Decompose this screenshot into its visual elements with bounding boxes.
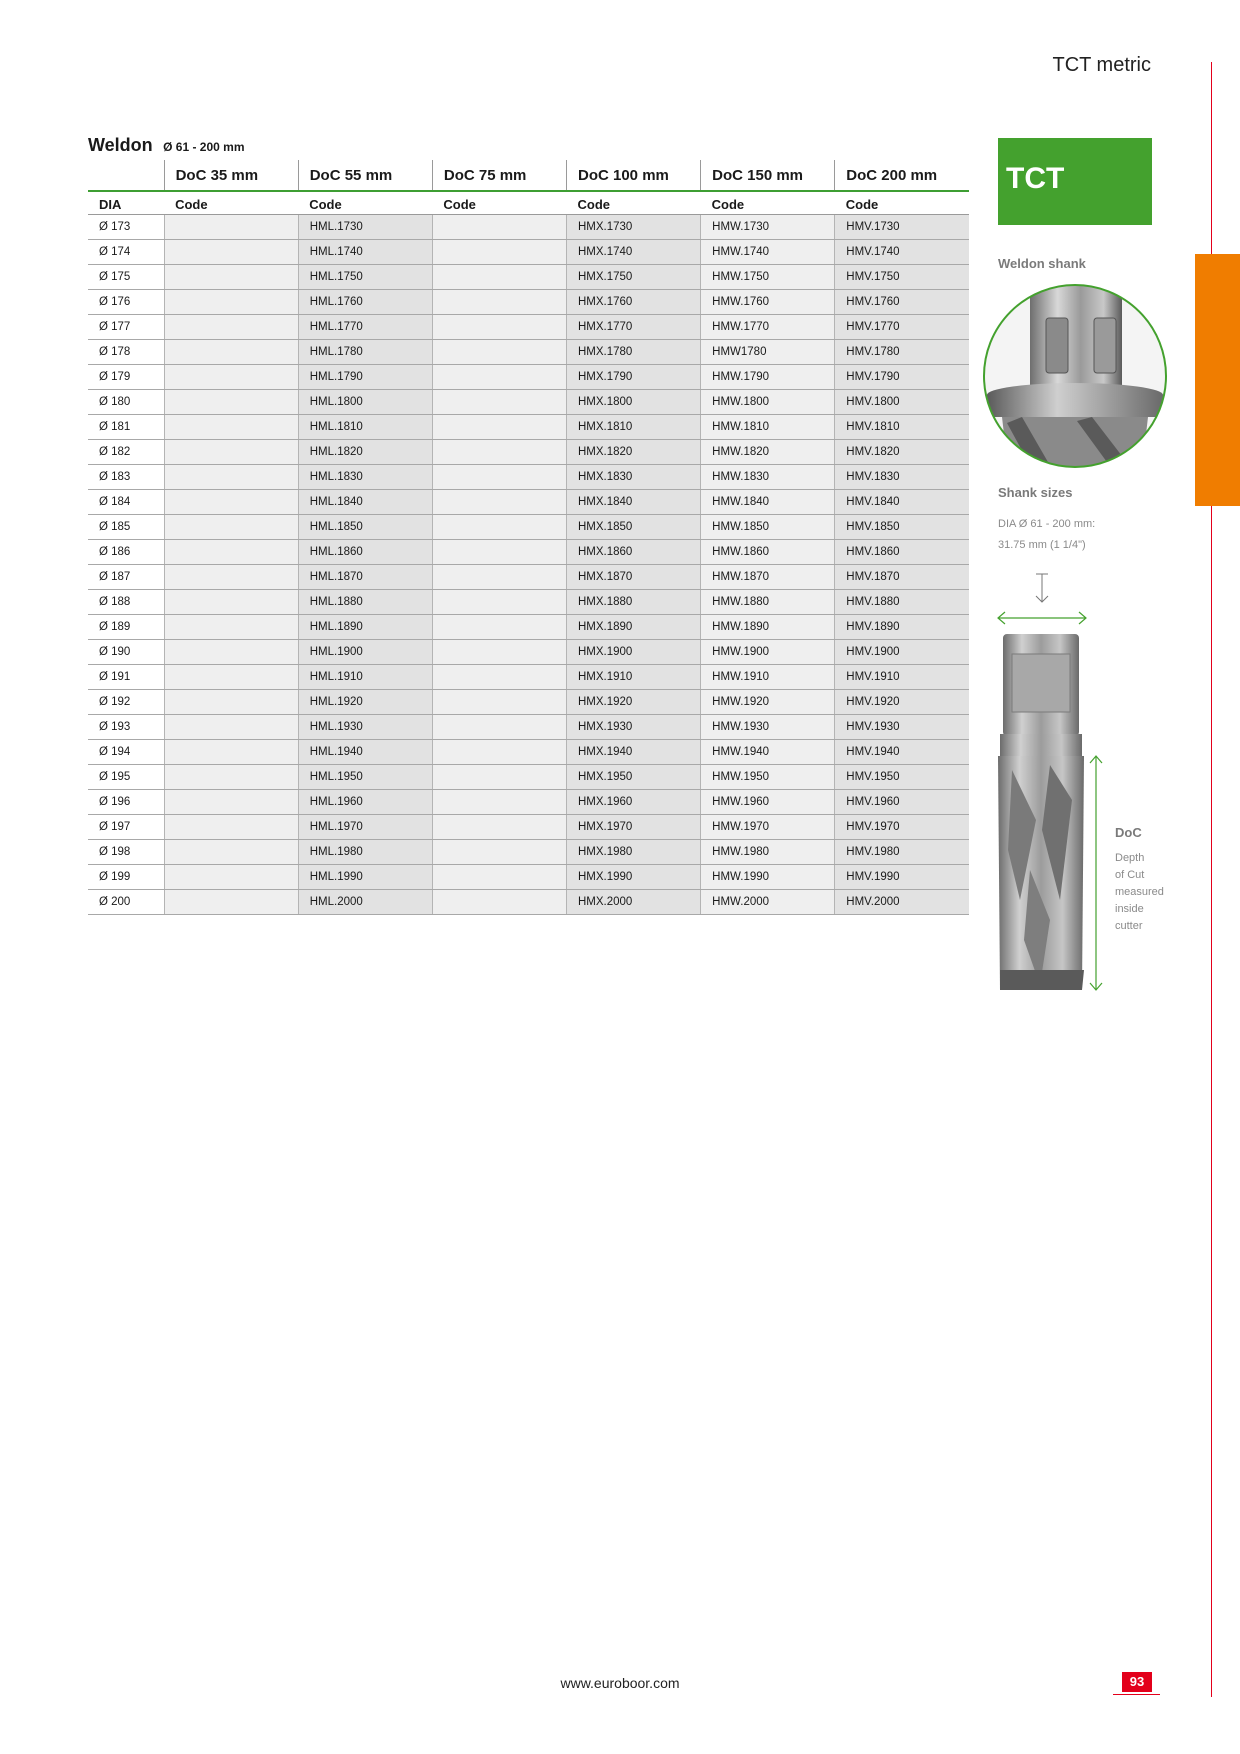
code-cell: HML.1980 xyxy=(298,840,432,865)
code-cell: HML.1890 xyxy=(298,615,432,640)
code-cell: HMW.1730 xyxy=(701,215,835,240)
code-cell: HML.1810 xyxy=(298,415,432,440)
code-cell: HMV.1790 xyxy=(835,365,969,390)
dia-cell: Ø 173 xyxy=(88,215,164,240)
code-cell xyxy=(164,690,298,715)
code-cell xyxy=(164,790,298,815)
code-cell xyxy=(432,490,566,515)
code-cell: HMV.1750 xyxy=(835,265,969,290)
code-cell: HMW.1860 xyxy=(701,540,835,565)
code-cell: HMW.1950 xyxy=(701,765,835,790)
code-cell xyxy=(432,615,566,640)
section-title-main: Weldon xyxy=(88,135,153,155)
code-cell: HMV.1950 xyxy=(835,765,969,790)
table-row xyxy=(88,715,969,740)
dia-cell: Ø 195 xyxy=(88,765,164,790)
doc-description xyxy=(1115,850,1164,935)
code-cell xyxy=(432,865,566,890)
code-cell xyxy=(432,390,566,415)
depth-arrow-icon xyxy=(1090,756,1102,990)
code-cell: HMV.1940 xyxy=(835,740,969,765)
code-cell: HMV.1980 xyxy=(835,840,969,865)
code-cell: HMX.1930 xyxy=(567,715,701,740)
tct-badge-label: TCT xyxy=(1006,162,1065,195)
code-cell: HMX.1820 xyxy=(567,440,701,465)
code-cell: HMW.1880 xyxy=(701,590,835,615)
code-cell xyxy=(164,640,298,665)
dia-cell: Ø 178 xyxy=(88,340,164,365)
code-cell xyxy=(164,265,298,290)
code-cell: HML.1950 xyxy=(298,765,432,790)
code-cell xyxy=(432,590,566,615)
code-cell xyxy=(164,565,298,590)
code-cell: HMX.1790 xyxy=(567,365,701,390)
shank-sizes-line-2: 31.75 mm (1 1/4") xyxy=(998,539,1086,551)
width-arrow-icon xyxy=(998,612,1086,624)
table-row xyxy=(88,865,969,890)
code-cell: HMV.2000 xyxy=(835,890,969,915)
chapter-tab xyxy=(1195,254,1240,506)
code-cell: HMX.1920 xyxy=(567,690,701,715)
code-cell: HML.1830 xyxy=(298,465,432,490)
code-cell: HML.1730 xyxy=(298,215,432,240)
code-cell: HMW.1910 xyxy=(701,665,835,690)
code-cell: HML.1990 xyxy=(298,865,432,890)
code-cell: HMV.1990 xyxy=(835,865,969,890)
dia-cell: Ø 181 xyxy=(88,415,164,440)
code-cell: HMW.1810 xyxy=(701,415,835,440)
code-cell: HMX.1870 xyxy=(567,565,701,590)
code-cell xyxy=(164,515,298,540)
code-cell: HMX.1980 xyxy=(567,840,701,865)
code-cell xyxy=(432,640,566,665)
shank-sizes-line-1: DIA Ø 61 - 200 mm: xyxy=(998,518,1096,530)
dia-cell: Ø 184 xyxy=(88,490,164,515)
code-cell: HMW.1750 xyxy=(701,265,835,290)
code-cell: HML.1970 xyxy=(298,815,432,840)
code-cell: HMW.1790 xyxy=(701,365,835,390)
code-cell: HMW.1770 xyxy=(701,315,835,340)
code-cell xyxy=(164,215,298,240)
code-cell xyxy=(432,665,566,690)
section-title xyxy=(88,135,245,156)
code-cell xyxy=(164,490,298,515)
dia-cell: Ø 175 xyxy=(88,265,164,290)
table-body xyxy=(88,215,969,915)
table-row xyxy=(88,340,969,365)
code-cell: HMW.1970 xyxy=(701,815,835,840)
code-cell: HMW.1740 xyxy=(701,240,835,265)
code-cell: HMW.1850 xyxy=(701,515,835,540)
code-cell: HMV.1810 xyxy=(835,415,969,440)
code-cell: HMX.1890 xyxy=(567,615,701,640)
code-cell: HMX.1770 xyxy=(567,315,701,340)
code-cell: HMV.1970 xyxy=(835,815,969,840)
code-cell: HMX.1780 xyxy=(567,340,701,365)
code-cell: HML.2000 xyxy=(298,890,432,915)
code-header: Code xyxy=(835,191,969,215)
dia-cell: Ø 176 xyxy=(88,290,164,315)
code-cell xyxy=(432,290,566,315)
page-number: 93 xyxy=(1122,1672,1152,1692)
code-cell: HMX.1750 xyxy=(567,265,701,290)
doc-label: DoC xyxy=(1115,825,1142,840)
code-cell: HMW.1840 xyxy=(701,490,835,515)
dia-cell: Ø 191 xyxy=(88,665,164,690)
table-row xyxy=(88,890,969,915)
code-cell: HMW.1890 xyxy=(701,615,835,640)
table-row xyxy=(88,515,969,540)
code-cell: HML.1780 xyxy=(298,340,432,365)
code-cell xyxy=(432,715,566,740)
code-cell: HMW.1800 xyxy=(701,390,835,415)
code-cell: HMX.1760 xyxy=(567,290,701,315)
table-row xyxy=(88,540,969,565)
shank-sizes-label: Shank sizes xyxy=(998,485,1073,500)
code-cell: HMV.1910 xyxy=(835,665,969,690)
footer-url: www.euroboor.com xyxy=(560,1675,680,1691)
table-row xyxy=(88,590,969,615)
down-arrow-icon xyxy=(1036,574,1048,602)
code-cell: HMW.1920 xyxy=(701,690,835,715)
code-cell xyxy=(164,340,298,365)
dia-cell: Ø 187 xyxy=(88,565,164,590)
code-cell xyxy=(432,365,566,390)
code-cell: HMW.1760 xyxy=(701,290,835,315)
code-cell xyxy=(164,315,298,340)
code-cell xyxy=(432,440,566,465)
code-cell: HMW.1830 xyxy=(701,465,835,490)
code-cell: HMW.1980 xyxy=(701,840,835,865)
page-number-rule xyxy=(1113,1694,1160,1695)
code-header-row xyxy=(88,191,969,215)
table-row xyxy=(88,365,969,390)
code-cell: HML.1860 xyxy=(298,540,432,565)
code-cell: HML.1820 xyxy=(298,440,432,465)
table-row xyxy=(88,240,969,265)
code-cell xyxy=(164,865,298,890)
code-cell xyxy=(164,365,298,390)
code-cell: HMX.1960 xyxy=(567,790,701,815)
code-cell: HMV.1730 xyxy=(835,215,969,240)
dia-cell: Ø 196 xyxy=(88,790,164,815)
code-cell: HMX.1900 xyxy=(567,640,701,665)
dia-cell: Ø 186 xyxy=(88,540,164,565)
code-cell xyxy=(432,415,566,440)
code-header: Code xyxy=(432,191,566,215)
code-cell xyxy=(164,440,298,465)
code-cell xyxy=(164,415,298,440)
annular-cutter-photo-icon xyxy=(990,570,1190,1000)
doc-desc-line: inside xyxy=(1115,903,1144,915)
code-cell: HMW.1960 xyxy=(701,790,835,815)
code-cell: HML.1790 xyxy=(298,365,432,390)
doc-header: DoC 75 mm xyxy=(432,160,566,191)
code-cell: HML.1800 xyxy=(298,390,432,415)
code-cell: HMV.1860 xyxy=(835,540,969,565)
code-cell: HMV.1920 xyxy=(835,690,969,715)
code-cell xyxy=(432,215,566,240)
table-row xyxy=(88,415,969,440)
dia-cell: Ø 179 xyxy=(88,365,164,390)
code-cell: HML.1960 xyxy=(298,790,432,815)
dia-cell: Ø 192 xyxy=(88,690,164,715)
code-cell: HMV.1780 xyxy=(835,340,969,365)
code-cell: HMX.1950 xyxy=(567,765,701,790)
code-cell: HMV.1930 xyxy=(835,715,969,740)
code-cell: HMV.1850 xyxy=(835,515,969,540)
dia-cell: Ø 199 xyxy=(88,865,164,890)
dia-cell: Ø 180 xyxy=(88,390,164,415)
code-cell xyxy=(432,240,566,265)
code-cell xyxy=(164,540,298,565)
table-row xyxy=(88,615,969,640)
code-cell xyxy=(432,765,566,790)
code-cell xyxy=(164,240,298,265)
code-cell: HMV.1900 xyxy=(835,640,969,665)
code-cell xyxy=(164,590,298,615)
code-cell: HMV.1840 xyxy=(835,490,969,515)
code-cell: HMV.1740 xyxy=(835,240,969,265)
code-cell: HML.1920 xyxy=(298,690,432,715)
code-cell: HMX.1840 xyxy=(567,490,701,515)
dia-cell: Ø 197 xyxy=(88,815,164,840)
doc-desc-line: measured xyxy=(1115,886,1164,898)
code-cell: HML.1910 xyxy=(298,665,432,690)
code-cell xyxy=(432,815,566,840)
table-row xyxy=(88,490,969,515)
dia-cell: Ø 190 xyxy=(88,640,164,665)
code-cell xyxy=(164,740,298,765)
code-cell: HML.1940 xyxy=(298,740,432,765)
dia-cell: Ø 189 xyxy=(88,615,164,640)
code-cell xyxy=(164,665,298,690)
dia-cell: Ø 193 xyxy=(88,715,164,740)
code-cell xyxy=(164,390,298,415)
doc-header: DoC 150 mm xyxy=(701,160,835,191)
code-header: Code xyxy=(298,191,432,215)
code-header: Code xyxy=(701,191,835,215)
code-cell: HMW1780 xyxy=(701,340,835,365)
tct-badge xyxy=(998,138,1152,225)
code-cell xyxy=(164,815,298,840)
code-cell: HMW.1930 xyxy=(701,715,835,740)
table-row xyxy=(88,740,969,765)
code-cell: HMW.1820 xyxy=(701,440,835,465)
code-cell: HMV.1890 xyxy=(835,615,969,640)
table-row xyxy=(88,665,969,690)
code-cell xyxy=(432,565,566,590)
code-cell: HMX.2000 xyxy=(567,890,701,915)
table-row xyxy=(88,640,969,665)
code-cell xyxy=(432,340,566,365)
code-cell xyxy=(164,890,298,915)
dia-cell: Ø 198 xyxy=(88,840,164,865)
code-cell: HMW.1990 xyxy=(701,865,835,890)
code-cell: HML.1850 xyxy=(298,515,432,540)
code-cell xyxy=(164,765,298,790)
code-cell: HMX.1830 xyxy=(567,465,701,490)
code-cell xyxy=(432,790,566,815)
code-cell xyxy=(164,840,298,865)
code-cell: HMV.1960 xyxy=(835,790,969,815)
doc-desc-line: Depth xyxy=(1115,852,1145,864)
code-cell: HMW.1900 xyxy=(701,640,835,665)
dia-cell: Ø 182 xyxy=(88,440,164,465)
code-cell: HML.1760 xyxy=(298,290,432,315)
table-row xyxy=(88,690,969,715)
dia-cell: Ø 188 xyxy=(88,590,164,615)
code-cell: HMX.1940 xyxy=(567,740,701,765)
doc-header: DoC 100 mm xyxy=(567,160,701,191)
dia-header: DIA xyxy=(88,191,164,215)
table-row xyxy=(88,565,969,590)
table-row xyxy=(88,790,969,815)
code-cell: HMX.1860 xyxy=(567,540,701,565)
code-cell xyxy=(432,690,566,715)
code-cell xyxy=(164,715,298,740)
weldon-shank-photo-icon xyxy=(982,283,1168,469)
dia-cell: Ø 185 xyxy=(88,515,164,540)
code-cell: HMW.1870 xyxy=(701,565,835,590)
code-cell: HMV.1870 xyxy=(835,565,969,590)
code-cell: HMX.1850 xyxy=(567,515,701,540)
code-cell xyxy=(432,840,566,865)
code-cell: HMX.1730 xyxy=(567,215,701,240)
table-row xyxy=(88,290,969,315)
section-title-sub: Ø 61 - 200 mm xyxy=(163,140,245,154)
doc-header-blank xyxy=(88,160,164,191)
dia-cell: Ø 194 xyxy=(88,740,164,765)
code-cell: HMV.1820 xyxy=(835,440,969,465)
code-cell: HMX.1810 xyxy=(567,415,701,440)
code-cell: HMW.1940 xyxy=(701,740,835,765)
dia-cell: Ø 183 xyxy=(88,465,164,490)
code-cell xyxy=(164,465,298,490)
code-cell: HML.1900 xyxy=(298,640,432,665)
code-cell: HMX.1880 xyxy=(567,590,701,615)
table-row xyxy=(88,465,969,490)
code-cell: HMW.2000 xyxy=(701,890,835,915)
code-cell: HMX.1970 xyxy=(567,815,701,840)
doc-desc-line: cutter xyxy=(1115,920,1143,932)
code-header: Code xyxy=(567,191,701,215)
code-cell: HMV.1800 xyxy=(835,390,969,415)
table-row xyxy=(88,315,969,340)
doc-header: DoC 55 mm xyxy=(298,160,432,191)
code-cell xyxy=(432,465,566,490)
table-row xyxy=(88,765,969,790)
code-cell: HMX.1740 xyxy=(567,240,701,265)
code-cell xyxy=(432,265,566,290)
weldon-shank-label: Weldon shank xyxy=(998,256,1086,271)
code-cell: HMX.1990 xyxy=(567,865,701,890)
code-header: Code xyxy=(164,191,298,215)
code-cell xyxy=(432,315,566,340)
code-cell xyxy=(164,615,298,640)
code-cell: HMV.1770 xyxy=(835,315,969,340)
code-cell: HMX.1800 xyxy=(567,390,701,415)
code-cell xyxy=(432,890,566,915)
dia-cell: Ø 200 xyxy=(88,890,164,915)
table-row xyxy=(88,265,969,290)
code-cell xyxy=(164,290,298,315)
table-row xyxy=(88,440,969,465)
code-cell xyxy=(432,515,566,540)
table-row xyxy=(88,390,969,415)
code-cell: HML.1750 xyxy=(298,265,432,290)
doc-header: DoC 35 mm xyxy=(164,160,298,191)
doc-header: DoC 200 mm xyxy=(835,160,969,191)
code-cell: HML.1880 xyxy=(298,590,432,615)
code-cell: HML.1840 xyxy=(298,490,432,515)
table-row xyxy=(88,215,969,240)
code-cell: HML.1740 xyxy=(298,240,432,265)
dia-cell: Ø 177 xyxy=(88,315,164,340)
code-cell: HMX.1910 xyxy=(567,665,701,690)
page-header-title: TCT metric xyxy=(1052,54,1151,76)
product-code-table xyxy=(88,160,969,915)
dia-cell: Ø 174 xyxy=(88,240,164,265)
code-cell: HML.1770 xyxy=(298,315,432,340)
code-cell xyxy=(432,740,566,765)
code-cell: HMV.1760 xyxy=(835,290,969,315)
table-row xyxy=(88,840,969,865)
code-cell: HMV.1880 xyxy=(835,590,969,615)
code-cell: HMV.1830 xyxy=(835,465,969,490)
code-cell: HML.1930 xyxy=(298,715,432,740)
doc-header-row xyxy=(88,160,969,191)
code-cell xyxy=(432,540,566,565)
code-cell: HML.1870 xyxy=(298,565,432,590)
table-row xyxy=(88,815,969,840)
doc-desc-line: of Cut xyxy=(1115,869,1145,881)
